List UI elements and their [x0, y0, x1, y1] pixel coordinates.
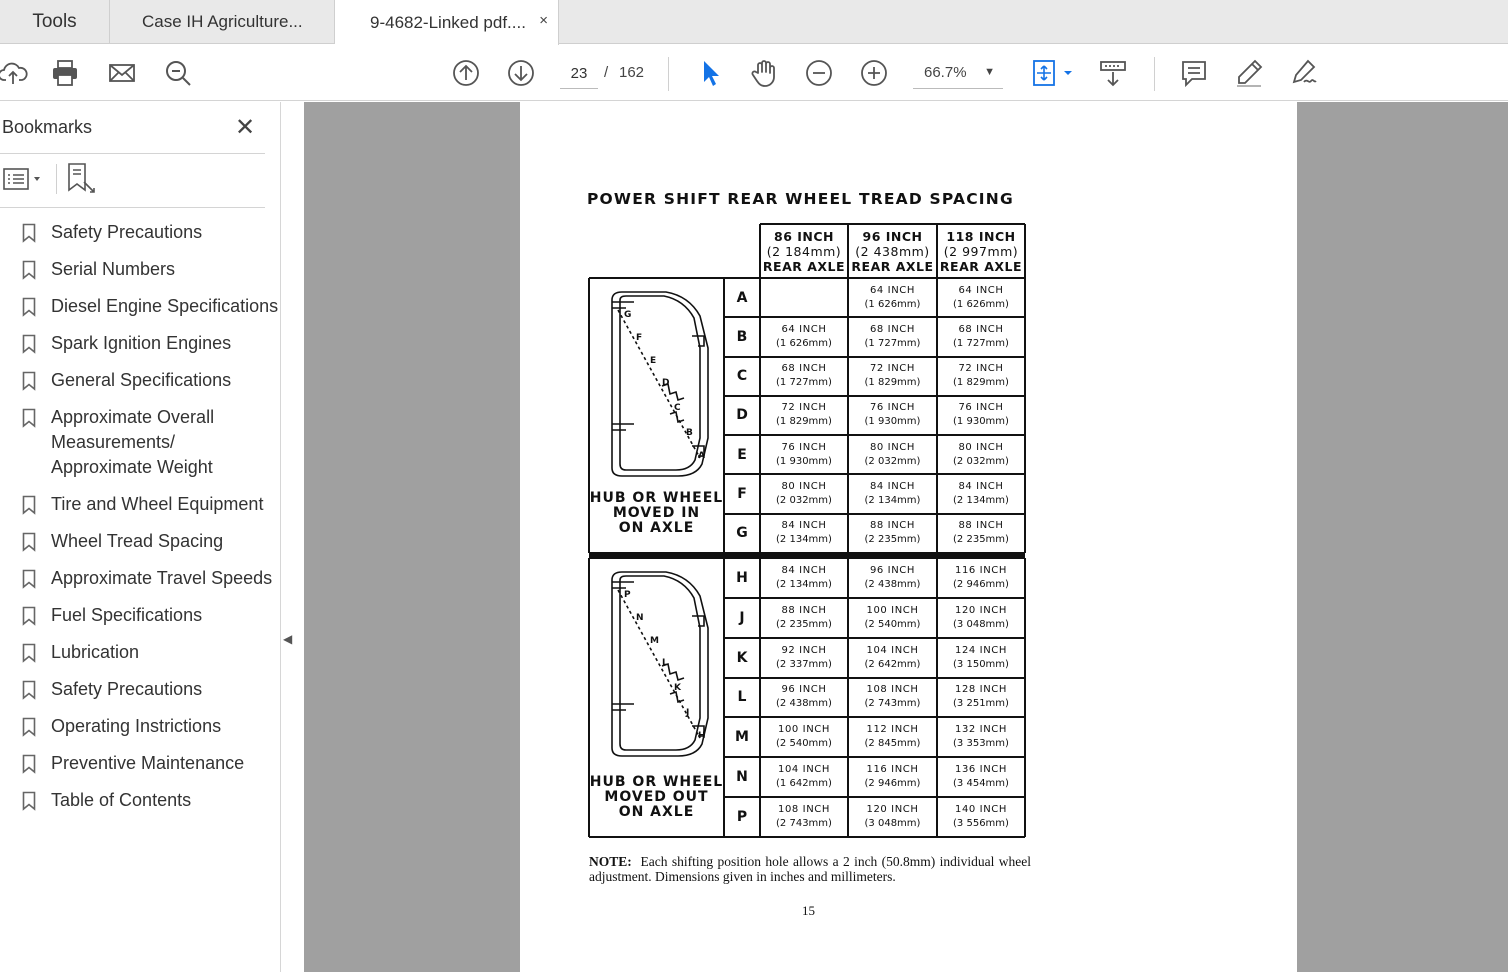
- bookmark-item[interactable]: [0, 671, 280, 708]
- table-cell: [848, 757, 937, 797]
- bookmark-item[interactable]: [0, 634, 280, 671]
- bookmark-item[interactable]: [0, 251, 280, 288]
- table-cell: [937, 558, 1025, 598]
- bookmark-label: Preventive Maintenance: [51, 753, 245, 773]
- row-letter: M: [735, 729, 749, 746]
- search-zoom-icon[interactable]: [162, 57, 194, 89]
- bookmark-label: Spark Ignition Engines: [51, 333, 232, 353]
- tab-document-2-active[interactable]: [335, 0, 559, 45]
- zoom-level-value: 66.7%: [924, 64, 967, 81]
- cell-mm: (2 438mm): [776, 698, 832, 710]
- table-cell: [848, 435, 937, 474]
- bookmark-item[interactable]: [0, 288, 280, 325]
- table-cell: [760, 514, 848, 553]
- table-cell: [937, 598, 1025, 638]
- page-title: POWER SHIFT REAR WHEEL TREAD SPACING: [587, 190, 1014, 208]
- cell-inches: 84 INCH: [781, 564, 827, 576]
- row-letter: D: [736, 407, 748, 424]
- cell-inches: 76 INCH: [869, 402, 916, 414]
- cell-mm: (2 642mm): [864, 658, 921, 670]
- cell-mm: (1 727mm): [953, 337, 1009, 349]
- bookmark-item[interactable]: [0, 486, 280, 523]
- tab-tools[interactable]: [0, 0, 110, 44]
- note-body: Each shifting position hole allows a 2 inch (50.8mm) individual wheel adjustment. Dimensions given in inches and millimeters.: [589, 854, 1032, 884]
- cell-mm: (3 150mm): [953, 658, 1009, 670]
- cell-inches: 116 INCH: [955, 564, 1007, 576]
- pdf-page: [520, 102, 1297, 972]
- bookmark-icon: [22, 408, 36, 428]
- cell-mm: (1 626mm): [776, 337, 832, 349]
- close-panel-icon[interactable]: ✕: [235, 114, 256, 141]
- cell-mm: (3 048mm): [953, 618, 1009, 630]
- cell-mm: (1 930mm): [953, 416, 1009, 428]
- table-cell: [848, 278, 937, 317]
- bookmark-item[interactable]: [0, 399, 230, 486]
- column-header-size: 118 INCH: [946, 228, 1016, 244]
- note-label: NOTE:: [589, 854, 632, 869]
- table-cell: [760, 357, 848, 396]
- cell-inches: 84 INCH: [958, 481, 1004, 493]
- cell-inches: 84 INCH: [869, 481, 916, 493]
- zoom-level-select[interactable]: [913, 59, 1003, 89]
- cell-inches: 104 INCH: [866, 644, 919, 656]
- table-cell: [848, 396, 937, 435]
- table-cell: [937, 278, 1025, 317]
- axle-label-line: HUB OR WHEEL: [589, 490, 724, 506]
- table-cell: [760, 317, 848, 356]
- axle-direction-label: [589, 775, 724, 820]
- cell-mm: (2 946mm): [864, 778, 921, 790]
- cell-inches: 96 INCH: [781, 684, 827, 696]
- row-letter: G: [736, 525, 748, 542]
- cell-mm: (2 032mm): [864, 455, 921, 467]
- cell-inches: 72 INCH: [781, 402, 827, 414]
- next-page-icon[interactable]: [505, 57, 537, 89]
- tab-bar: [0, 0, 1508, 44]
- cell-inches: 84 INCH: [781, 520, 827, 532]
- cell-mm: (2 438mm): [864, 578, 921, 590]
- column-header-size: 96 INCH: [862, 228, 923, 244]
- column-header-mm: (2 184mm): [766, 243, 842, 259]
- column-header-axle: REAR AXLE: [851, 258, 934, 274]
- bookmark-icon: [22, 643, 36, 663]
- bookmark-item[interactable]: [0, 560, 280, 597]
- table-cell: [937, 514, 1025, 553]
- column-header: [937, 224, 1025, 278]
- document-viewport[interactable]: [304, 102, 1508, 972]
- diagram-letter: B: [686, 428, 693, 438]
- table-cell: [937, 797, 1025, 837]
- cell-mm: (2 235mm): [776, 618, 832, 630]
- cell-mm: (1 930mm): [776, 455, 832, 467]
- table-cell: [760, 598, 848, 638]
- cell-mm: (3 454mm): [953, 778, 1009, 790]
- axle-label-line: MOVED OUT: [604, 789, 709, 805]
- bookmark-label: Safety Precautions: [51, 222, 203, 242]
- cell-inches: 132 INCH: [955, 724, 1007, 736]
- cell-inches: 120 INCH: [866, 804, 919, 816]
- bookmark-icon: [22, 791, 36, 811]
- table-cell: [848, 797, 937, 837]
- cell-inches: 80 INCH: [958, 441, 1004, 453]
- cell-mm: (1 829mm): [953, 377, 1009, 389]
- table-cell: [937, 717, 1025, 757]
- upload-cloud-icon[interactable]: [0, 57, 29, 89]
- bookmarks-panel: [0, 102, 293, 972]
- bookmark-options-icon[interactable]: [2, 166, 46, 192]
- cell-inches: 100 INCH: [778, 724, 830, 736]
- diagram-letter: A: [698, 451, 705, 461]
- bookmark-item[interactable]: [0, 597, 280, 634]
- cell-inches: 88 INCH: [958, 520, 1004, 532]
- cell-inches: 64 INCH: [958, 284, 1004, 296]
- cell-mm: (3 251mm): [953, 698, 1009, 710]
- bookmark-icon: [22, 754, 36, 774]
- row-letter: N: [736, 769, 748, 786]
- new-bookmark-icon[interactable]: [66, 162, 96, 194]
- cell-mm: (2 845mm): [864, 738, 921, 750]
- sign-icon[interactable]: [1288, 57, 1320, 89]
- bookmark-label: Safety Precautions: [51, 679, 203, 699]
- column-header-axle: REAR AXLE: [939, 258, 1023, 274]
- cell-mm: (1 829mm): [776, 416, 832, 428]
- zoom-in-icon[interactable]: [858, 57, 890, 89]
- tab-document-1[interactable]: [110, 0, 335, 44]
- cell-mm: (2 235mm): [864, 534, 921, 546]
- table-cell: [937, 396, 1025, 435]
- cell-mm: (3 048mm): [864, 818, 921, 830]
- cell-inches: 116 INCH: [866, 764, 919, 776]
- page-number: 15: [802, 903, 815, 918]
- cell-mm: (2 235mm): [953, 534, 1009, 546]
- cell-mm: (2 946mm): [953, 578, 1009, 590]
- tab-document-1-label: Case IH Agriculture...: [142, 12, 303, 31]
- cell-mm: (2 134mm): [776, 578, 832, 590]
- table-cell: [760, 717, 848, 757]
- row-letter: F: [737, 486, 747, 503]
- bookmark-icon: [22, 223, 36, 243]
- cell-inches: 80 INCH: [781, 481, 827, 493]
- cell-inches: 140 INCH: [955, 804, 1007, 816]
- cell-mm: (1 626mm): [953, 298, 1009, 310]
- bookmark-item[interactable]: [0, 782, 280, 819]
- bookmark-label: Diesel Engine Specifications: [51, 296, 279, 316]
- cell-inches: 108 INCH: [778, 804, 830, 816]
- bookmark-icon: [22, 606, 36, 626]
- bookmark-label: Table of Contents: [51, 790, 192, 810]
- cell-inches: 68 INCH: [781, 363, 827, 375]
- axle-label-line: ON AXLE: [618, 520, 695, 536]
- cell-mm: (2 134mm): [776, 534, 832, 546]
- cell-inches: 104 INCH: [778, 764, 830, 776]
- axle-diagram: [604, 288, 709, 480]
- bookmark-item[interactable]: [0, 523, 280, 560]
- table-cell: [760, 278, 848, 317]
- cell-mm: (1 829mm): [864, 377, 921, 389]
- cell-mm: (2 540mm): [776, 738, 832, 750]
- row-letter: C: [736, 368, 748, 385]
- cell-inches: 80 INCH: [869, 441, 916, 453]
- table-cell: [848, 598, 937, 638]
- diagram-letter: E: [650, 356, 657, 366]
- cell-inches: 96 INCH: [869, 564, 916, 576]
- axle-diagram: [604, 568, 709, 760]
- cell-mm: (2 134mm): [953, 495, 1009, 507]
- bookmark-label: Fuel Specifications: [51, 605, 203, 625]
- cell-mm: (1 930mm): [864, 416, 921, 428]
- diagram-letter: M: [650, 636, 659, 646]
- divider: [56, 164, 57, 194]
- page-separator: /: [604, 64, 609, 81]
- diagram-letter: C: [674, 403, 681, 413]
- close-tab-icon[interactable]: ×: [539, 12, 548, 29]
- bookmark-label: Wheel Tread Spacing: [51, 531, 224, 551]
- toolbar-divider: [1154, 57, 1155, 91]
- bookmark-icon: [22, 569, 36, 589]
- bookmark-label: Lubrication: [51, 642, 140, 662]
- divider: [0, 153, 265, 154]
- cell-inches: 136 INCH: [955, 764, 1007, 776]
- table-cell: [848, 717, 937, 757]
- hand-pan-icon[interactable]: [748, 57, 780, 89]
- bookmark-item[interactable]: [0, 708, 280, 745]
- bookmark-icon: [22, 680, 36, 700]
- bookmark-label: Approximate Overall Measurements/ Approximate Weight: [51, 407, 215, 477]
- bookmark-icon: [22, 260, 36, 280]
- table-cell: [760, 474, 848, 513]
- note-text: [589, 854, 1031, 884]
- axle-label-line: HUB OR WHEEL: [589, 774, 724, 790]
- axle-label-line: ON AXLE: [618, 804, 695, 820]
- read-mode-icon[interactable]: [1097, 57, 1129, 89]
- zoom-out-icon[interactable]: [803, 57, 835, 89]
- row-letter: E: [737, 446, 747, 463]
- bookmark-item[interactable]: [0, 362, 280, 399]
- bookmark-icon: [22, 297, 36, 317]
- bookmark-icon: [22, 532, 36, 552]
- bookmark-icon: [22, 334, 36, 354]
- table-cell: [760, 435, 848, 474]
- table-cell: [848, 638, 937, 678]
- table-cell: [848, 474, 937, 513]
- cell-mm: (1 642mm): [776, 778, 832, 790]
- cell-mm: (2 337mm): [776, 658, 832, 670]
- diagram-letter: D: [662, 378, 670, 388]
- cell-inches: 112 INCH: [866, 724, 919, 736]
- bookmark-list: [0, 214, 280, 819]
- cell-inches: 108 INCH: [866, 684, 919, 696]
- bookmark-label: Serial Numbers: [51, 259, 176, 279]
- cell-inches: 64 INCH: [781, 323, 827, 335]
- bookmark-item[interactable]: [0, 214, 280, 251]
- table-cell: [937, 317, 1025, 356]
- diagram-letter: K: [674, 683, 681, 693]
- cell-mm: (1 626mm): [864, 298, 921, 310]
- email-icon[interactable]: [106, 57, 138, 89]
- axle-direction-label: [589, 491, 724, 536]
- cell-inches: 76 INCH: [781, 441, 827, 453]
- cell-inches: 64 INCH: [869, 284, 916, 296]
- table-cell: [760, 396, 848, 435]
- row-letter: P: [736, 809, 748, 826]
- cell-inches: 76 INCH: [958, 402, 1004, 414]
- row-letter: K: [736, 649, 748, 666]
- diagram-letter: J: [686, 708, 690, 718]
- bookmark-label: Operating Instrictions: [51, 716, 222, 736]
- cell-inches: 120 INCH: [955, 604, 1007, 616]
- table-cell: [760, 757, 848, 797]
- cell-mm: (2 134mm): [864, 495, 921, 507]
- cell-inches: 88 INCH: [869, 520, 916, 532]
- cell-inches: 128 INCH: [955, 684, 1007, 696]
- print-icon[interactable]: [49, 57, 81, 89]
- bookmark-label: General Specifications: [51, 370, 232, 390]
- table-cell: [937, 357, 1025, 396]
- cell-inches: 92 INCH: [781, 644, 827, 656]
- table-cell: [848, 558, 937, 598]
- table-cell: [848, 678, 937, 718]
- diagram-letter: L: [662, 658, 668, 668]
- highlight-pen-icon[interactable]: [1233, 57, 1265, 89]
- cell-inches: 68 INCH: [869, 323, 916, 335]
- column-header-mm: (2 997mm): [943, 243, 1019, 259]
- cell-inches: 88 INCH: [781, 604, 827, 616]
- column-header-mm: (2 438mm): [855, 243, 930, 259]
- cell-mm: (1 727mm): [776, 377, 832, 389]
- diagram-letter: F: [636, 333, 643, 343]
- table-cell: [760, 638, 848, 678]
- table-cell: [848, 357, 937, 396]
- row-letter: A: [736, 289, 748, 306]
- bookmark-icon: [22, 371, 36, 391]
- diagram-letter: H: [698, 731, 706, 741]
- select-arrow-icon[interactable]: [694, 57, 726, 89]
- diagram-letter: P: [624, 590, 631, 600]
- cell-mm: (3 556mm): [953, 818, 1009, 830]
- table-cell: [937, 678, 1025, 718]
- axle-label-line: MOVED IN: [612, 505, 701, 521]
- table-cell: [937, 757, 1025, 797]
- row-letter: J: [739, 609, 745, 626]
- toolbar-divider: [668, 57, 669, 91]
- row-letter: L: [737, 689, 747, 706]
- bookmark-label: Tire and Wheel Equipment: [51, 494, 264, 514]
- cell-mm: (2 743mm): [864, 698, 921, 710]
- column-header-size: 86 INCH: [774, 228, 834, 244]
- table-cell: [760, 797, 848, 837]
- page-number-input[interactable]: [560, 59, 598, 89]
- tab-tools-label: Tools: [32, 11, 77, 32]
- chevron-down-icon: ▼: [984, 66, 995, 78]
- column-header: [760, 224, 848, 278]
- cell-inches: 72 INCH: [869, 363, 916, 375]
- diagram-letter: N: [636, 613, 644, 623]
- bookmark-icon: [22, 495, 36, 515]
- cell-mm: (2 743mm): [776, 818, 832, 830]
- table-cell: [937, 474, 1025, 513]
- cell-mm: (2 540mm): [864, 618, 921, 630]
- cell-inches: 124 INCH: [955, 644, 1007, 656]
- cell-mm: (3 353mm): [953, 738, 1009, 750]
- cell-mm: (1 727mm): [864, 337, 921, 349]
- row-letter: H: [736, 569, 748, 586]
- table-cell: [848, 514, 937, 553]
- bookmarks-title: Bookmarks: [2, 117, 93, 137]
- cell-mm: (2 032mm): [953, 455, 1009, 467]
- table-cell: [760, 558, 848, 598]
- cell-inches: 100 INCH: [866, 604, 919, 616]
- tab-document-2-label: 9-4682-Linked pdf....: [370, 12, 526, 32]
- row-letter: B: [736, 328, 748, 345]
- divider: [0, 207, 265, 208]
- comment-icon[interactable]: [1178, 57, 1210, 89]
- table-cell: [760, 678, 848, 718]
- toolbar: [0, 45, 1508, 101]
- collapse-panel-icon[interactable]: ◀: [283, 632, 293, 646]
- bookmark-icon: [22, 717, 36, 737]
- table-cell: [937, 435, 1025, 474]
- bookmark-item[interactable]: [0, 325, 280, 362]
- fit-page-icon[interactable]: [1028, 57, 1076, 89]
- column-header: [848, 224, 937, 278]
- bookmark-item[interactable]: [0, 745, 280, 782]
- cell-inches: 68 INCH: [958, 323, 1004, 335]
- diagram-letter: G: [624, 310, 632, 320]
- total-pages: 162: [619, 64, 645, 81]
- column-header-axle: REAR AXLE: [762, 258, 846, 274]
- table-cell: [848, 317, 937, 356]
- bookmark-label: Approximate Travel Speeds: [51, 568, 273, 588]
- table-cell: [937, 638, 1025, 678]
- prev-page-icon[interactable]: [450, 57, 482, 89]
- cell-inches: 72 INCH: [958, 363, 1004, 375]
- cell-mm: (2 032mm): [776, 495, 832, 507]
